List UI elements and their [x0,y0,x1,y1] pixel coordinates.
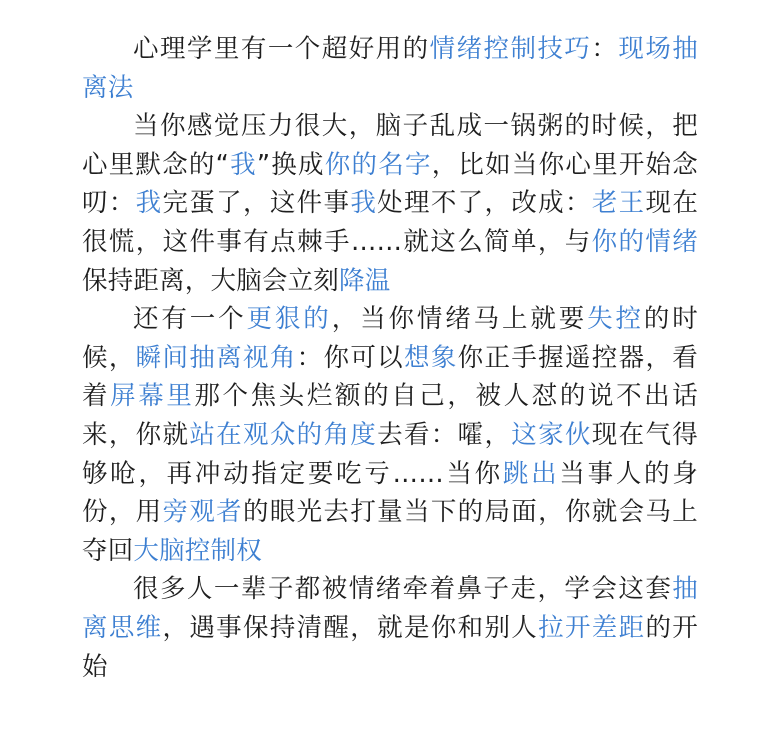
text-run: 那个焦头烂额的自己，被人怼的说不出话来，你就 [82,381,698,450]
paragraph-perspective-technique [82,300,698,570]
text-run: 很多人一辈子都被情绪牵着鼻子走，学会这套 [133,574,673,605]
paragraph-intro [82,30,698,107]
text-run: 完蛋了，这件事 [162,188,351,219]
text-run: 还有一个 [133,304,247,335]
highlighted-phrase: 旁观者 [162,497,243,528]
text-run: ”换成 [256,149,325,180]
text-run: 去看：嚯， [377,419,512,450]
text-run: 你正手握遥控器，看着 [82,342,698,412]
article-body [82,30,698,686]
text-run: 处理不了，改成： [377,188,592,219]
text-run: ：你可以 [296,342,404,373]
highlighted-phrase: 站在观众的角度 [189,419,378,450]
highlighted-phrase: 失控 [587,304,644,335]
text-run: 当事人的身份，用 [82,458,698,528]
highlighted-phrase: 你的名字 [324,149,432,180]
text-run: ，当你情绪马上就要 [331,304,588,335]
text-run: 的眼光去打量当下的局面，你就会马上夺回 [82,497,698,566]
highlighted-phrase: 降温 [339,265,391,296]
highlighted-phrase: 现场抽离法 [82,34,699,103]
highlighted-phrase: 抽离思维 [82,574,698,643]
highlighted-phrase: 大脑控制权 [133,535,262,566]
paragraph-conclusion [82,570,698,686]
paragraph-rename-technique [82,107,698,300]
highlighted-phrase: 这家伙 [511,419,592,450]
highlighted-phrase: 情绪控制技巧 [429,34,592,64]
highlighted-phrase: 我 [135,188,163,219]
highlighted-phrase: 想象 [403,342,458,373]
highlighted-phrase: 瞬间抽离视角 [135,342,297,373]
text-run: 的开始 [82,612,698,682]
highlighted-phrase: 跳出 [502,458,560,489]
text-run: 心理学里有一个超好用的 [133,34,430,64]
text-run: 保持距离，大脑会立刻 [82,265,340,296]
highlighted-phrase: 我 [350,188,378,219]
text-run: 的时候， [82,304,698,373]
text-run: 现在很慌，这件事有点棘手……就这么简单，与 [82,188,699,257]
text-run: ，遇事保持清醒，就是你和别人 [162,612,539,643]
highlighted-phrase: 屏幕里 [110,381,195,412]
highlighted-phrase: 老王 [591,188,646,219]
text-run: ： [591,34,619,64]
text-run: ，比如当你心里开始念叨： [82,149,698,219]
text-run: 当你感觉压力很大，脑子乱成一锅粥的时候，把心里默念的“ [82,111,698,180]
highlighted-phrase: 你的情绪 [591,226,698,257]
highlighted-phrase: 我 [229,149,257,180]
text-run: 现在气得够呛，再冲动指定要吃亏……当你 [82,419,698,489]
highlighted-phrase: 拉开差距 [538,612,646,643]
highlighted-phrase: 更狠的 [246,304,332,335]
